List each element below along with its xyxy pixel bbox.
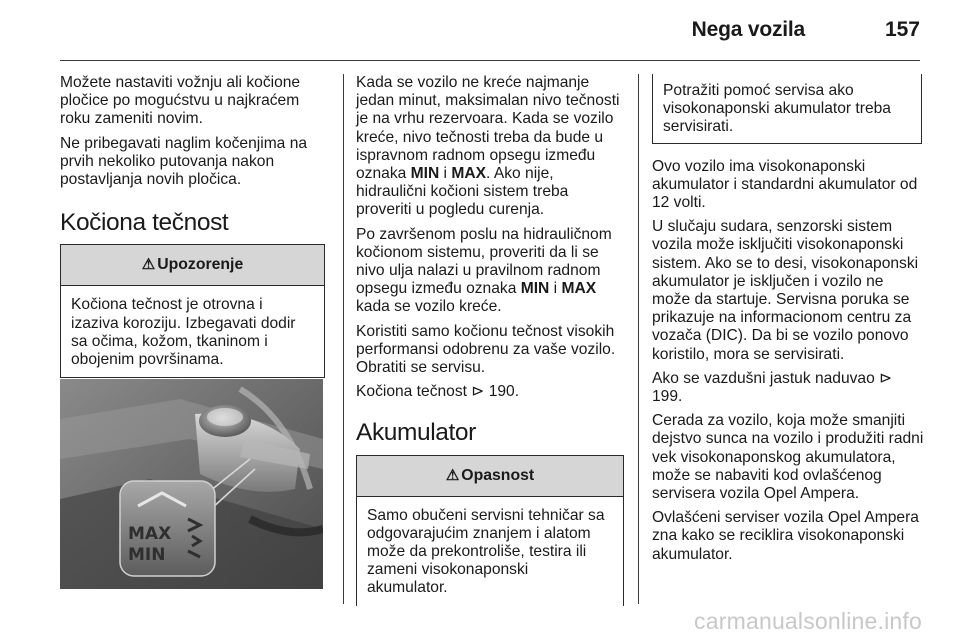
cross-reference: Ako se vazdušni jastuk naduvao ⊳ 199. [652,369,893,406]
brake-fluid-reservoir-photo [60,379,323,589]
paragraph: Koristiti samo kočionu tečnost visokih performansi odobrenu za vaše vozilo. Obratiti se servisu. [356,322,616,377]
warning-triangle-icon: ⚠ [445,466,460,484]
paragraph: Ne pribegavati naglim kočenjima na prvih nekoliko putovanja nakon postavljanja novih pločica. [60,134,308,189]
section-heading: Akumulator [356,419,476,447]
warning-body [61,286,324,377]
header-title: Nega vozila [691,18,805,41]
paragraph: Ovo vozilo ima visokonaponski akumulator i standardni akumulator od 12 volti. [652,157,918,212]
paragraph: Možete nastaviti vožnju ali kočione pločice po mogućstvu u najkraćem roku zameniti novim. [60,74,301,128]
label-min: MIN [410,165,440,183]
page-number: 157 [884,18,920,41]
label-max: MAX [561,280,597,298]
paragraph: U slučaju sudara, senzorski sistem vozila može isključiti visokonaponski sistem. Ako se to desi, visokonaponski akumulator je isključen i vozilo ne može da startuje. Servisna poruka se prikazuje na informacionom centru za vozača (DIC). Da bi se vozilo ponovo koristilo, mora se servisirati. [652,218,919,363]
warning-box [60,244,325,378]
danger-body [357,497,623,606]
label-min: MIN [520,280,550,298]
warning-text: Kočiona tečnost je otrovna i izaziva koroziju. Izbegavati dodir sa očima, kožom, tkaninom i obojenim površinama. [71,296,296,369]
cross-reference: Kočiona tečnost ⊳ 190. [356,383,520,401]
danger-box-continued [652,74,922,144]
warning-title: Upozorenje [157,256,244,274]
header-rule [60,60,920,61]
column-2 [356,74,628,606]
danger-box [356,455,624,606]
paragraph: Kada se vozilo ne kreće najmanje jedan minut, maksimalan nivo tečnosti je na vrhu rezervoara. Kada se vozilo kreće, nivo tečnosti treba da bude u ispravnom radnom opsegu između oznaka MIN i MAX. Ako nije, hidraulični kočioni sistem treba proveriti u pogledu curenja. [356,74,620,219]
danger-text: Samo obučeni servisni tehničar sa odgovarajućim znanjem i alatom može da prekontroliše, testira ili zameni visokonaponski akumulator. [367,506,605,597]
warning-header [61,245,324,286]
label-min: MIN [128,545,166,565]
watermark: carmanualsonline.info [694,608,922,634]
label-max: MAX [128,524,172,544]
column-divider-1 [343,74,344,604]
danger-header [357,456,623,497]
warning-triangle-icon: ⚠ [141,256,156,274]
paragraph: Cerada za vozilo, koja može smanjiti dejstvo sunca na vozilo i produžiti radni vek visokonaponskog akumulatora, može se nabaviti kod ovlašćenog servisera vozila Opel Ampera. [652,412,924,503]
paragraph: Po završenom poslu na hidrauličnom kočionom sistemu, proveriti da li se nivo ulja nalazi u pravilnom radnom opsegu između oznaka MIN i MAX kada se vozilo kreće. [356,225,612,316]
label-max: MAX [451,165,487,183]
box-text: Potražiti pomoć servisa ako visokonaponski akumulator treba servisirati. [663,82,891,136]
paragraph: Ovlašćeni serviser vozila Opel Ampera zna kako se reciklira visokonaponski akumulator. [652,509,919,563]
danger-title: Opasnost [461,466,535,484]
column-divider-2 [638,74,639,604]
column-1 [60,74,328,378]
column-3 [652,74,924,570]
section-heading: Kočiona tečnost [60,209,229,237]
